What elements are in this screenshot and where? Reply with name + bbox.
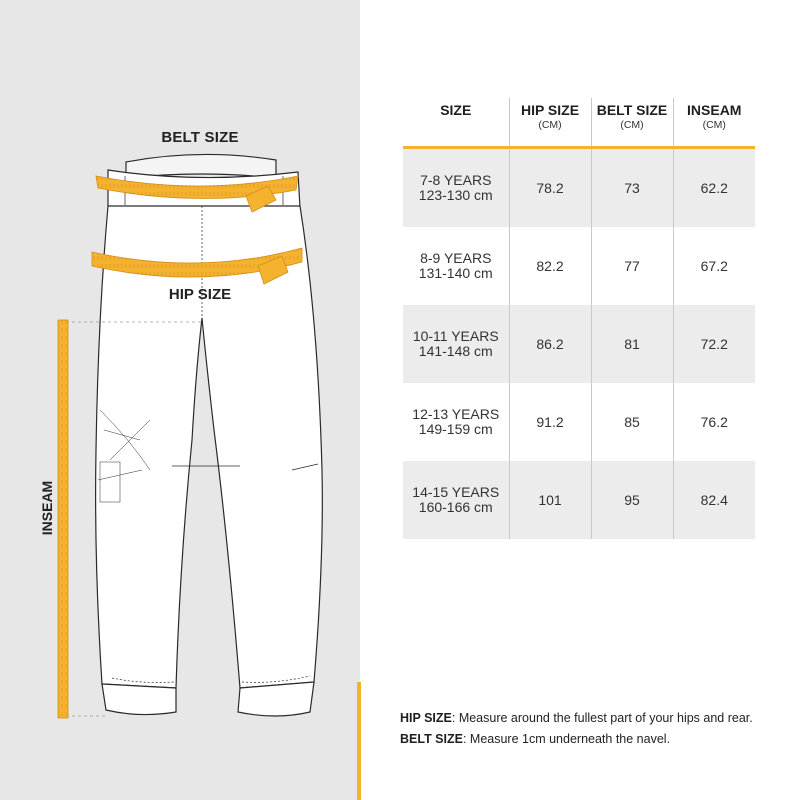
table-row xyxy=(403,383,755,461)
size-cell: 7-8 YEARS 123-130 cm xyxy=(403,148,509,228)
hip-cell: 101 xyxy=(509,461,591,539)
header-belt-size: BELT SIZE (CM) xyxy=(591,98,673,148)
hip-cell: 82.2 xyxy=(509,227,591,305)
inseam-cell: 72.2 xyxy=(673,305,755,383)
inseam-cell: 76.2 xyxy=(673,383,755,461)
pants-illustration xyxy=(0,0,360,800)
belt-cell: 85 xyxy=(591,383,673,461)
inseam-label: INSEAM xyxy=(39,480,55,536)
belt-cell: 95 xyxy=(591,461,673,539)
header-inseam: INSEAM (CM) xyxy=(673,98,755,148)
belt-cell: 81 xyxy=(591,305,673,383)
measurement-notes xyxy=(400,708,790,750)
size-cell: 14-15 YEARS 160-166 cm xyxy=(403,461,509,539)
hip-cell: 86.2 xyxy=(509,305,591,383)
size-chart-table xyxy=(403,98,755,539)
inseam-cell: 62.2 xyxy=(673,148,755,228)
table-row xyxy=(403,148,755,228)
accent-bar xyxy=(357,682,361,800)
belt-size-note: BELT SIZE: Measure 1cm underneath the navel. xyxy=(400,732,671,746)
hip-size-note: HIP SIZE: Measure around the fullest part of your hips and rear. xyxy=(400,711,753,725)
inseam-tape xyxy=(58,320,68,718)
belt-cell: 73 xyxy=(591,148,673,228)
table-row xyxy=(403,461,755,539)
pants-outline xyxy=(96,154,323,716)
size-cell: 12-13 YEARS 149-159 cm xyxy=(403,383,509,461)
hip-size-label: HIP SIZE xyxy=(168,286,232,303)
inseam-cell: 82.4 xyxy=(673,461,755,539)
table-header-row xyxy=(403,98,755,148)
illustration-panel xyxy=(0,0,360,800)
size-cell: 10-11 YEARS 141-148 cm xyxy=(403,305,509,383)
belt-size-label: BELT SIZE xyxy=(161,129,239,146)
header-hip-size: HIP SIZE (CM) xyxy=(509,98,591,148)
table-row xyxy=(403,305,755,383)
inseam-cell: 67.2 xyxy=(673,227,755,305)
belt-cell: 77 xyxy=(591,227,673,305)
header-size: SIZE xyxy=(403,98,509,148)
table-row xyxy=(403,227,755,305)
hip-cell: 78.2 xyxy=(509,148,591,228)
hip-cell: 91.2 xyxy=(509,383,591,461)
size-cell: 8-9 YEARS 131-140 cm xyxy=(403,227,509,305)
